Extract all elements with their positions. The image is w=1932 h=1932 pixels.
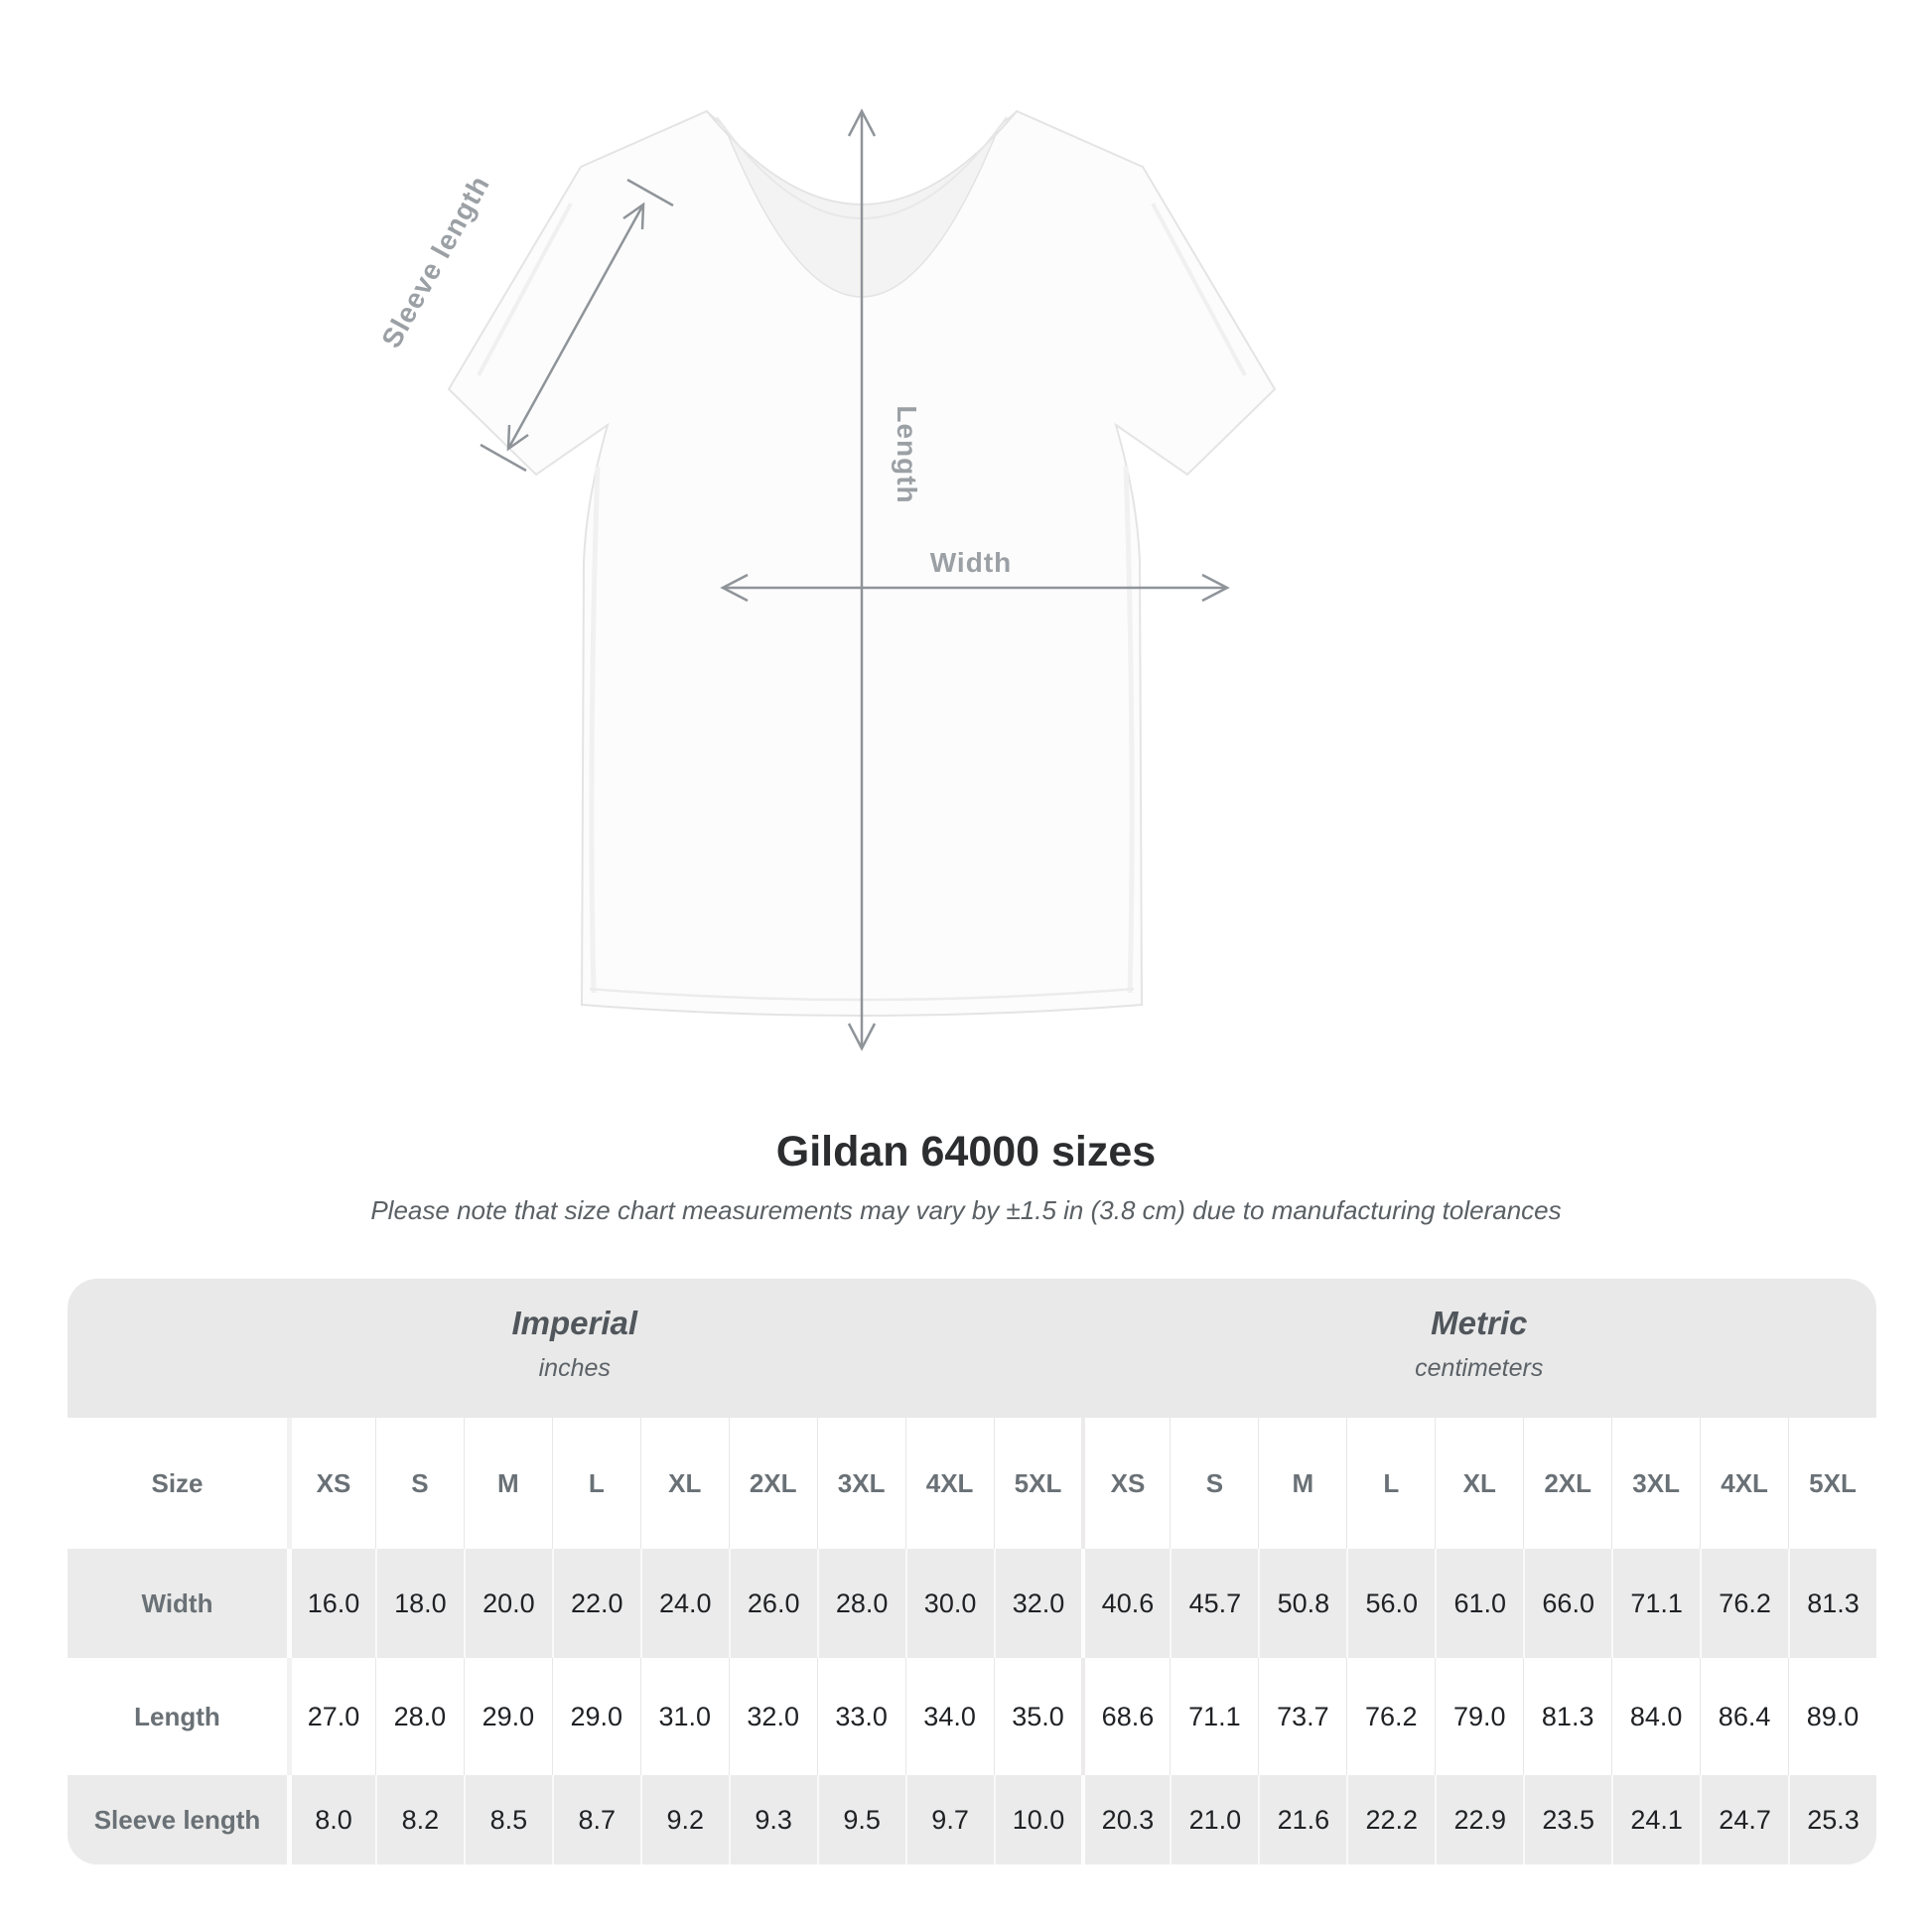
size-grid <box>68 1418 1876 1864</box>
metric-label: Metric <box>1431 1304 1528 1341</box>
value-cell-imperial: 32.0 <box>729 1658 817 1775</box>
value-cell-imperial: 20.0 <box>464 1549 552 1658</box>
value-cell-metric: 24.1 <box>1611 1775 1700 1864</box>
value-cell-imperial: 18.0 <box>375 1549 464 1658</box>
value-cell-metric: 76.2 <box>1346 1658 1435 1775</box>
value-cell-metric: 56.0 <box>1346 1549 1435 1658</box>
value-cell-metric: 61.0 <box>1435 1549 1523 1658</box>
length-diagram-label: Length <box>892 405 922 504</box>
metric-group-header <box>1082 1279 1877 1418</box>
value-cell-metric: 81.3 <box>1523 1658 1611 1775</box>
size-header-imperial-5xl: 5XL <box>994 1418 1082 1549</box>
imperial-group-header <box>68 1279 1082 1418</box>
page-title: Gildan 64000 sizes <box>775 1128 1157 1175</box>
size-header-metric-3xl: 3XL <box>1611 1418 1700 1549</box>
value-cell-metric: 89.0 <box>1788 1658 1876 1775</box>
value-cell-imperial: 28.0 <box>817 1549 905 1658</box>
value-cell-imperial: 34.0 <box>905 1658 994 1775</box>
value-cell-metric: 25.3 <box>1788 1775 1876 1864</box>
value-cell-metric: 21.6 <box>1258 1775 1346 1864</box>
size-header-metric-s: S <box>1170 1418 1258 1549</box>
value-cell-metric: 20.3 <box>1081 1775 1170 1864</box>
value-cell-metric: 23.5 <box>1523 1775 1611 1864</box>
table-row-sleeve-length <box>68 1775 1876 1864</box>
value-cell-metric: 73.7 <box>1258 1658 1346 1775</box>
size-header-metric-2xl: 2XL <box>1523 1418 1611 1549</box>
value-cell-metric: 50.8 <box>1258 1549 1346 1658</box>
row-label: Length <box>68 1658 287 1775</box>
size-header-metric-xl: XL <box>1435 1418 1523 1549</box>
size-header-imperial-3xl: 3XL <box>817 1418 905 1549</box>
value-cell-metric: 21.0 <box>1170 1775 1258 1864</box>
sleeve-length-diagram-label: Sleeve length <box>375 170 496 353</box>
value-cell-imperial: 9.5 <box>817 1775 905 1864</box>
value-cell-imperial: 9.2 <box>640 1775 729 1864</box>
value-cell-imperial: 8.5 <box>464 1775 552 1864</box>
value-cell-metric: 45.7 <box>1170 1549 1258 1658</box>
size-header-metric-xs: XS <box>1081 1418 1170 1549</box>
value-cell-imperial: 9.7 <box>905 1775 994 1864</box>
value-cell-imperial: 24.0 <box>640 1549 729 1658</box>
size-header-imperial-xl: XL <box>640 1418 729 1549</box>
tolerance-note: Please note that size chart measurements may vary by ±1.5 in (3.8 cm) due to manufacturing tolerances <box>370 1195 1562 1225</box>
value-cell-metric: 40.6 <box>1081 1549 1170 1658</box>
size-header-metric-4xl: 4XL <box>1700 1418 1788 1549</box>
size-header-metric-m: M <box>1258 1418 1346 1549</box>
value-cell-imperial: 31.0 <box>640 1658 729 1775</box>
value-cell-metric: 24.7 <box>1700 1775 1788 1864</box>
value-cell-imperial: 9.3 <box>729 1775 817 1864</box>
value-cell-metric: 22.2 <box>1346 1775 1435 1864</box>
size-header-imperial-2xl: 2XL <box>729 1418 817 1549</box>
value-cell-imperial: 29.0 <box>464 1658 552 1775</box>
value-cell-imperial: 33.0 <box>817 1658 905 1775</box>
size-header-imperial-s: S <box>375 1418 464 1549</box>
value-cell-imperial: 16.0 <box>287 1549 375 1658</box>
row-label: Sleeve length <box>68 1775 287 1864</box>
value-cell-metric: 86.4 <box>1700 1658 1788 1775</box>
size-table <box>68 1279 1876 1864</box>
unit-group-header <box>68 1279 1876 1418</box>
width-diagram-label: Width <box>929 547 1013 578</box>
value-cell-metric: 76.2 <box>1700 1549 1788 1658</box>
size-header-imperial-l: L <box>552 1418 640 1549</box>
value-cell-metric: 22.9 <box>1435 1775 1523 1864</box>
size-column-header: Size <box>68 1418 287 1549</box>
size-header-metric-l: L <box>1346 1418 1435 1549</box>
table-row-width <box>68 1549 1876 1658</box>
value-cell-imperial: 32.0 <box>994 1549 1082 1658</box>
value-cell-imperial: 8.0 <box>287 1775 375 1864</box>
value-cell-imperial: 28.0 <box>375 1658 464 1775</box>
size-header-imperial-4xl: 4XL <box>905 1418 994 1549</box>
value-cell-imperial: 22.0 <box>552 1549 640 1658</box>
table-row-length <box>68 1658 1876 1775</box>
size-header-metric-5xl: 5XL <box>1788 1418 1876 1549</box>
value-cell-imperial: 8.7 <box>552 1775 640 1864</box>
value-cell-imperial: 30.0 <box>905 1549 994 1658</box>
size-header-imperial-xs: XS <box>287 1418 375 1549</box>
value-cell-metric: 68.6 <box>1081 1658 1170 1775</box>
value-cell-metric: 71.1 <box>1611 1549 1700 1658</box>
value-cell-metric: 66.0 <box>1523 1549 1611 1658</box>
value-cell-imperial: 10.0 <box>994 1775 1082 1864</box>
value-cell-imperial: 27.0 <box>287 1658 375 1775</box>
value-cell-imperial: 26.0 <box>729 1549 817 1658</box>
metric-unit-label: centimeters <box>1415 1353 1544 1382</box>
size-header-imperial-m: M <box>464 1418 552 1549</box>
value-cell-imperial: 29.0 <box>552 1658 640 1775</box>
imperial-unit-label: inches <box>538 1353 611 1382</box>
value-cell-metric: 81.3 <box>1788 1549 1876 1658</box>
row-label: Width <box>68 1549 287 1658</box>
value-cell-metric: 79.0 <box>1435 1658 1523 1775</box>
value-cell-imperial: 8.2 <box>375 1775 464 1864</box>
value-cell-imperial: 35.0 <box>994 1658 1082 1775</box>
table-header-row <box>68 1418 1876 1549</box>
imperial-label: Imperial <box>511 1304 638 1341</box>
value-cell-metric: 71.1 <box>1170 1658 1258 1775</box>
value-cell-metric: 84.0 <box>1611 1658 1700 1775</box>
